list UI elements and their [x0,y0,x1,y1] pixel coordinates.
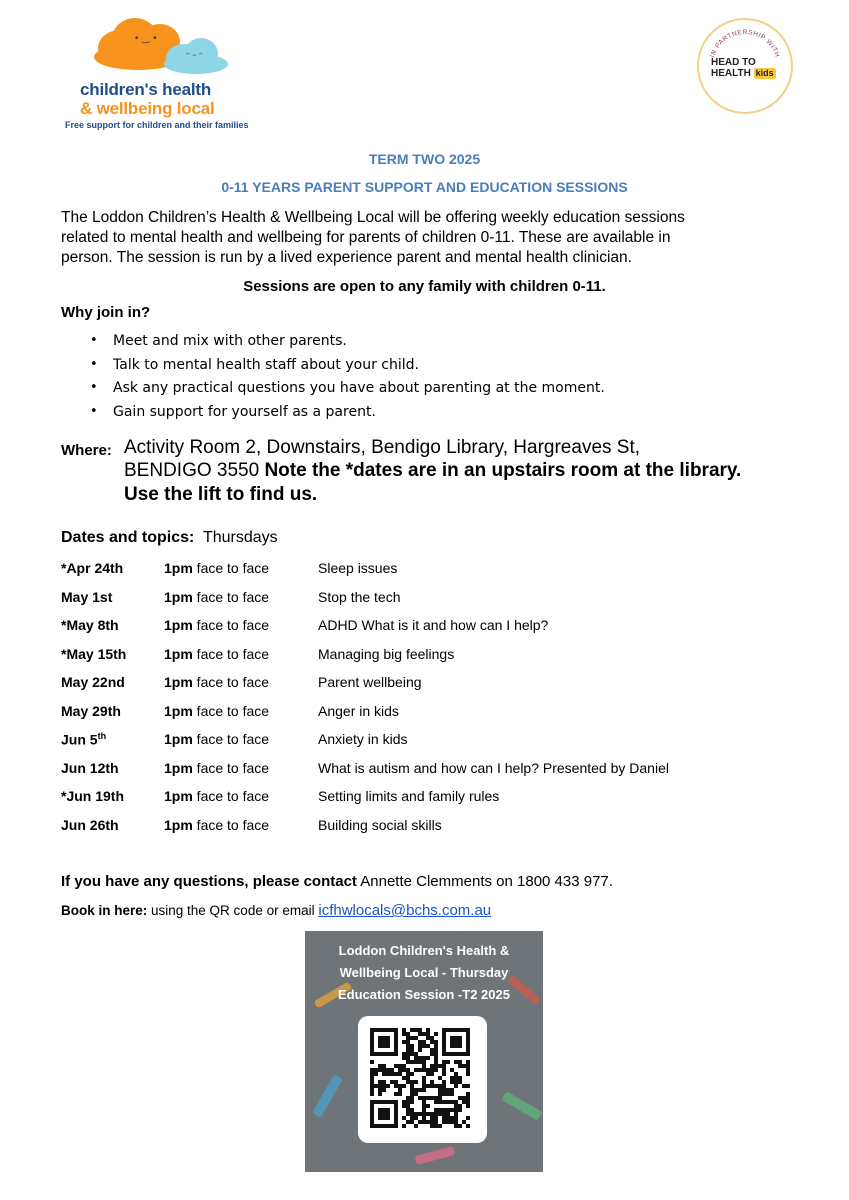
session-time: 1pm face to face [164,816,270,833]
session-time: 1pm face to face [164,702,270,719]
intro-line: person. The session is run by a lived experience parent and mental health clinician. [61,249,632,266]
head-to-health-kids-badge [697,18,793,114]
smiley-face-icon: ᵔ ᵕ ᵔ [186,52,203,62]
upstairs-note: Note the *dates are in an upstairs room at the library. [264,460,742,481]
session-date: *Apr 24th [61,560,124,576]
pencil-decoration [312,1074,343,1118]
svg-text:IN PARTNERSHIP WITH: IN PARTNERSHIP WITH [709,28,781,59]
dates-heading: Dates and topics: Thursdays [61,529,278,546]
session-time: 1pm face to face [164,560,270,576]
session-time: 1pm face to face [164,731,270,747]
where-label: Where: [61,442,112,459]
session-date: *May 8th [61,617,119,633]
bullet-icon: • [90,380,98,395]
open-statement: Sessions are open to any family with children 0-11. [243,278,606,295]
list-item: • Talk to mental health staff about your child. [90,356,419,373]
logo-text-line2: & wellbeing local [80,99,215,118]
session-topic: Stop the tech [318,588,401,605]
list-item: • Meet and mix with other parents. [90,333,347,349]
head-to-health-wordmark [711,57,776,79]
session-date: *May 15th [61,645,127,662]
intro-line: related to mental health and wellbeing for parents of children 0-11. These are available in [61,229,671,246]
session-date: May 22nd [61,674,125,690]
session-topic: Anger in kids [318,702,399,719]
session-date: Jun 5th [61,731,107,748]
badge-head-line2: HEALTH kids [711,68,774,79]
session-time: 1pm face to face [164,759,270,776]
session-topic: Anxiety in kids [318,731,408,747]
chwl-logo [60,14,270,134]
session-time: 1pm face to face [164,617,270,633]
logo-text-line1: children's health [80,80,212,99]
smiley-face-icon: • ‿ • [134,34,158,44]
qr-code-panel [305,931,543,1172]
logo-tagline: Free support for children and their families [65,120,249,130]
qr-code[interactable] [358,1016,487,1143]
bullet-icon: • [90,403,98,419]
session-time: 1pm face to face [164,674,270,690]
intro-line: The Loddon Children’s Health & Wellbeing Local will be offering weekly education sessions [61,209,685,226]
session-topic: ADHD What is it and how can I help? [318,617,549,633]
session-date: Jun 26th [61,816,119,833]
why-list [90,333,605,427]
session-topic: Building social skills [318,816,442,833]
session-topic: Setting limits and family rules [318,788,500,804]
contact-line: If you have any questions, please contact Annette Clemments on 1800 433 977. [61,873,613,890]
booking-line: Book in here: using the QR code or email icfhwlocals@bchs.com.au [61,902,492,919]
session-time: 1pm face to face [164,788,270,804]
kids-tag: kids [755,68,774,78]
bullet-icon: • [90,333,98,348]
term-heading: TERM TWO 2025 [368,151,481,167]
session-date: May 29th [61,702,121,719]
intro-paragraph [61,208,801,268]
session-topic: What is autism and how can I help? Presented by Daniel [318,759,669,776]
session-topic: Parent wellbeing [318,674,422,690]
pencil-decoration [501,1091,542,1121]
bullet-icon: • [90,356,98,372]
why-heading: Why join in? [61,304,151,321]
session-time: 1pm face to face [164,645,270,662]
session-date: Jun 12th [61,759,119,776]
qr-panel-title: Loddon Children's Health & Wellbeing Local - Thursday Education Session -T2 2025 [338,943,510,1002]
qr-code-image [358,1016,487,1143]
badge-head-line1: HEAD TO [711,57,756,68]
where-address-line1: Activity Room 2, Downstairs, Bendigo Library, Hargreaves St, [124,437,641,458]
pencil-decoration [415,1146,456,1165]
session-date: *Jun 19th [61,788,125,804]
session-topic: Managing big feelings [318,645,455,662]
lift-note: Use the lift to find us. [124,484,318,505]
where-address-line2: BENDIGO 3550 Note the *dates are in an upstairs room at the library. [124,460,742,481]
session-date: May 1st [61,588,113,605]
sessions-heading: 0-11 YEARS PARENT SUPPORT AND EDUCATION SESSIONS [221,179,628,195]
list-item: • Gain support for yourself as a parent. [90,403,376,420]
list-item: • Ask any practical questions you have about parenting at the moment. [90,380,605,396]
session-topic: Sleep issues [318,560,398,576]
email-link[interactable]: icfhwlocals@bchs.com.au [318,902,492,919]
session-time: 1pm face to face [164,588,270,605]
